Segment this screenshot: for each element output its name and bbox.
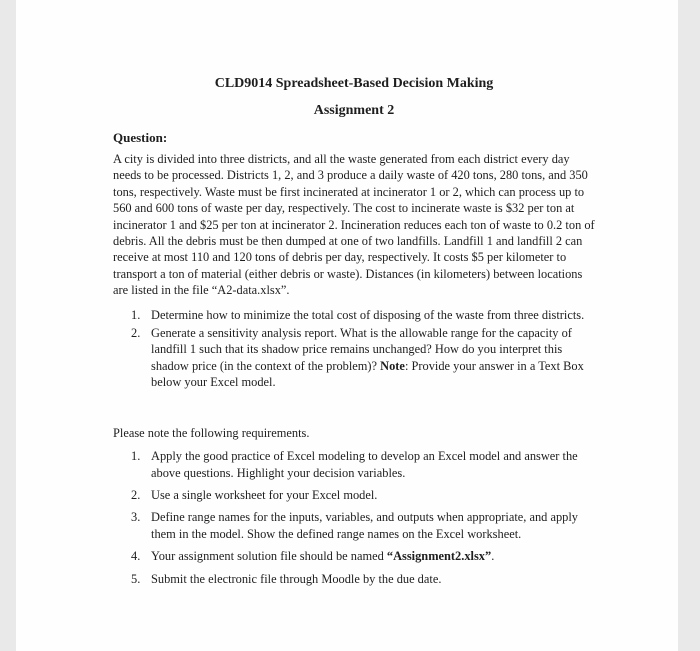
- assignment-subtitle: Assignment 2: [313, 103, 395, 118]
- question-label: Question:: [113, 130, 168, 145]
- item-text: .: [491, 549, 495, 564]
- item-text: : Provide your answer in a Text Box below your Excel model.: [151, 358, 584, 390]
- list-item: [113, 448, 595, 481]
- item-text: Submit the electronic file through Moodle by the due date.: [151, 571, 442, 586]
- problem-paragraph: A city is divided into three districts, and all the waste generated from each district every day needs to be processed. Districts 1, 2, and 3 produce a daily waste of 420 tons, 280 tons, and 350 tons, respectively. Waste must be first incinerated at incinerator 1 or 2, which can process up to 560 and 600 tons of waste per day, respectively. The cost to incinerate waste is $32 per ton at incinerator 1 and $25 per ton at incinerator 2. Incineration reduces each ton of waste to 0.2 ton of debris. All the debris must be then dumped at one of two landfills. Landfill 1 and landfill 2 can receive at most 110 and 120 tons of debris per day, respectively. It costs $5 per kilometer to transport a ton of material (either debris or waste). Distances (in kilometers) between locations are listed in the file “A2-data.xlsx”.: [113, 152, 595, 298]
- filename: “Assignment2.xlsx”: [386, 549, 492, 564]
- list-item: [113, 307, 595, 323]
- item-text: Generate a sensitivity analysis report. What is the allowable range for the capacity of landfill 1 such that its shadow price remains unchanged? How do you interpret this shadow price (in the context of the problem)?: [151, 326, 572, 373]
- requirements-intro: Please note the following requirements.: [113, 425, 310, 440]
- list-item: [113, 548, 595, 564]
- document-content: [113, 74, 595, 593]
- item-number: 5.: [131, 571, 141, 586]
- list-item: [113, 571, 595, 587]
- item-text: Your assignment solution file should be named: [151, 549, 387, 564]
- requirements-list: [113, 448, 595, 587]
- item-number: 2.: [131, 487, 141, 502]
- item-text: Determine how to minimize the total cost of disposing of the waste from three districts.: [151, 307, 585, 322]
- item-number: 1.: [131, 449, 141, 464]
- document-title: CLD9014 Spreadsheet-Based Decision Making: [214, 76, 494, 91]
- question-list: [113, 307, 595, 391]
- list-item: [113, 487, 595, 503]
- document-page: [16, 0, 678, 651]
- item-number: 2.: [131, 326, 141, 341]
- note-label: Note: [380, 358, 405, 373]
- item-number: 1.: [131, 307, 141, 322]
- item-text: Define range names for the inputs, variables, and outputs when appropriate, and apply them in the model. Show the defined range names on the Excel worksheet.: [151, 510, 578, 541]
- item-number: 4.: [131, 549, 141, 564]
- list-item: [113, 509, 595, 542]
- item-number: 3.: [131, 510, 141, 525]
- item-text: Apply the good practice of Excel modeling to develop an Excel model and answer the above questions. Highlight your decision variables.: [151, 449, 578, 480]
- item-text: Use a single worksheet for your Excel model.: [151, 487, 378, 502]
- list-item: [113, 325, 595, 391]
